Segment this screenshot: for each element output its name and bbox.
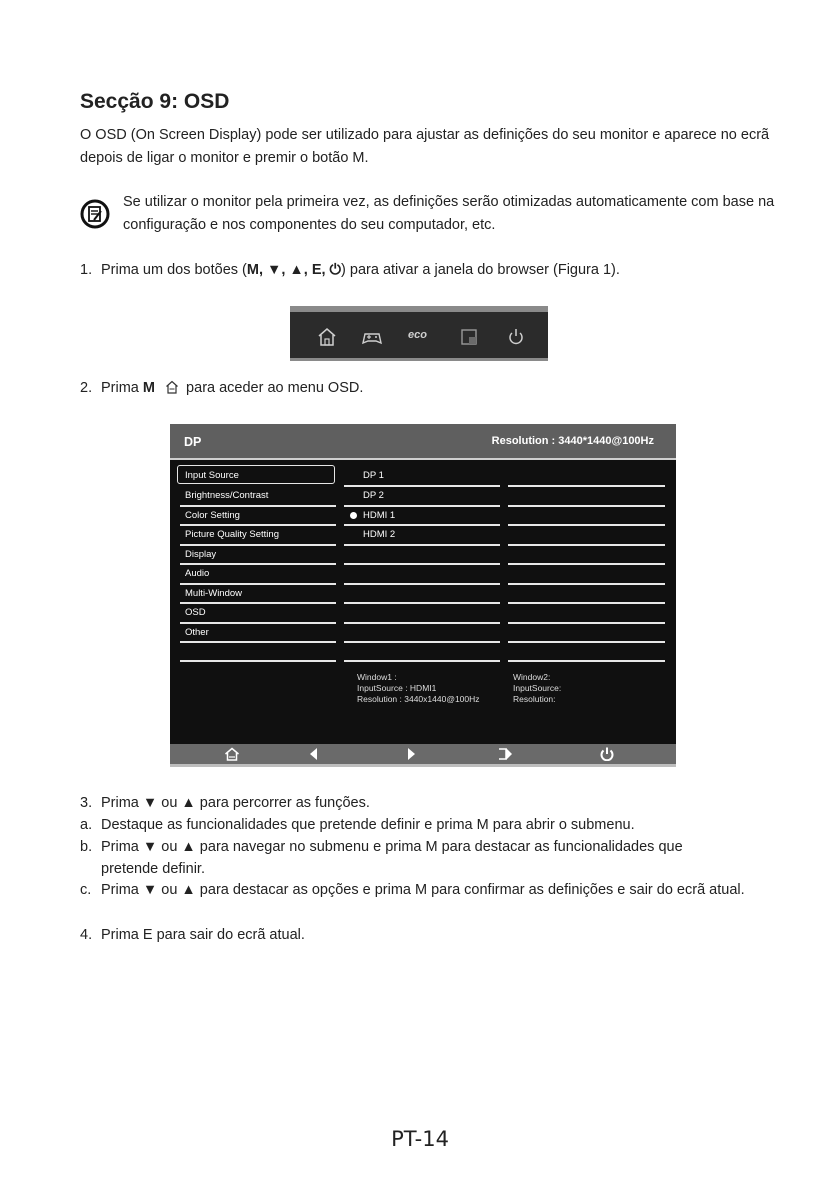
- window2-input: InputSource:: [513, 683, 562, 693]
- step-text: ) para ativar a janela do browser (Figura 1).: [341, 262, 620, 278]
- osd-option[interactable]: HDMI 2: [363, 529, 396, 540]
- step-text: Prima E para sair do ecrã atual.: [101, 927, 305, 943]
- window2-title: Window2:: [513, 672, 551, 682]
- radio-selected-icon: [350, 512, 357, 519]
- step-c: [80, 879, 780, 923]
- osd-divider: [344, 641, 500, 643]
- osd-resolution: Resolution : 3440*1440@100Hz: [491, 435, 654, 447]
- osd-header-divider: [170, 458, 676, 460]
- window1-resolution: Resolution : 3440x1440@100Hz: [357, 694, 480, 704]
- step-text: Destaque as funcionalidades que pretende definir e prima M para abrir o submenu.: [101, 817, 635, 833]
- step-letter: b.: [80, 839, 93, 855]
- window2-info: [513, 672, 561, 705]
- window1-input: InputSource : HDMI1: [357, 683, 437, 693]
- osd-divider: [344, 485, 500, 487]
- step-text: Prima ▼ ou ▲ para navegar no submenu e prima M para destacar as funcionalidades que pretende definir.: [101, 839, 683, 877]
- osd-divider: [508, 583, 665, 585]
- step-2: [80, 377, 780, 399]
- gamepad-icon: [361, 328, 383, 346]
- window1-title: Window1 :: [357, 672, 397, 682]
- osd-divider: [508, 622, 665, 624]
- osd-divider: [180, 544, 336, 546]
- osd-divider: [508, 563, 665, 565]
- osd-header: [170, 424, 676, 458]
- home-icon: [165, 380, 179, 394]
- osd-divider: [344, 602, 500, 604]
- osd-footer: [170, 744, 676, 764]
- osd-menu-screenshot: [170, 424, 676, 767]
- right-arrow-icon[interactable]: [403, 747, 419, 761]
- step-letter: a.: [80, 817, 93, 833]
- osd-menu-item[interactable]: Picture Quality Setting: [185, 529, 279, 540]
- home-icon: [316, 328, 338, 346]
- step-3: [80, 792, 780, 814]
- osd-divider: [508, 505, 665, 507]
- note-icon: [80, 199, 110, 229]
- step-letter: c.: [80, 882, 92, 898]
- eco-icon: eco: [408, 329, 427, 341]
- monitor-button-bar: [290, 306, 548, 360]
- osd-divider: [344, 660, 500, 662]
- button-bar-edge: [290, 358, 548, 361]
- osd-menu-item[interactable]: Input Source: [185, 470, 239, 481]
- osd-menu-item[interactable]: Audio: [185, 568, 210, 579]
- osd-divider: [508, 524, 665, 526]
- osd-divider: [344, 563, 500, 565]
- section-title: Secção 9: OSD: [80, 90, 230, 113]
- osd-menu-item[interactable]: Other: [185, 627, 209, 638]
- osd-divider: [344, 583, 500, 585]
- osd-bottom-edge: [170, 764, 676, 767]
- osd-divider: [180, 563, 336, 565]
- step-keys: M, ▼, ▲, E, ⏻: [246, 262, 342, 278]
- osd-divider: [508, 641, 665, 643]
- exit-icon[interactable]: [498, 747, 514, 761]
- osd-divider: [180, 524, 336, 526]
- osd-option[interactable]: DP 2: [363, 490, 384, 501]
- osd-divider: [180, 622, 336, 624]
- step-text: para aceder ao menu OSD.: [182, 380, 364, 396]
- osd-menu-item[interactable]: Multi-Window: [185, 588, 243, 599]
- osd-divider: [508, 660, 665, 662]
- osd-divider: [180, 660, 336, 662]
- step-text: Prima ▼ ou ▲ para percorrer as funções.: [101, 795, 370, 811]
- osd-menu-item[interactable]: OSD: [185, 607, 206, 618]
- osd-menu-item[interactable]: Color Setting: [185, 510, 240, 521]
- osd-divider: [180, 641, 336, 643]
- note-text: Se utilizar o monitor pela primeira vez, as definições serão otimizadas automaticamente com base na configuração e nos componentes do seu computador, etc.: [123, 194, 775, 233]
- osd-input-source: DP: [184, 435, 202, 449]
- osd-divider: [344, 544, 500, 546]
- step-number: 1.: [80, 262, 93, 278]
- window1-info: [357, 672, 480, 705]
- step-text: Prima um dos botões (: [101, 262, 247, 278]
- osd-divider: [344, 505, 500, 507]
- osd-divider: [508, 485, 665, 487]
- osd-option-selected[interactable]: HDMI 1: [363, 510, 396, 521]
- page-number: PT-14: [391, 1127, 449, 1151]
- step-number: 2.: [80, 380, 93, 396]
- left-arrow-icon[interactable]: [306, 747, 322, 761]
- step-a: [80, 814, 780, 836]
- osd-divider: [180, 602, 336, 604]
- step-text: Prima ▼ ou ▲ para destacar as opções e prima M para confirmar as definições e sair do ecrã atual.: [101, 882, 745, 898]
- window2-resolution: Resolution:: [513, 694, 556, 704]
- home-icon[interactable]: [224, 747, 240, 761]
- step-b: [80, 836, 780, 880]
- osd-menu-item[interactable]: Brightness/Contrast: [185, 490, 269, 501]
- power-icon: [505, 328, 527, 346]
- osd-menu-item[interactable]: Display: [185, 549, 217, 560]
- step-1: [80, 259, 780, 281]
- step-key: M: [142, 380, 155, 396]
- osd-option[interactable]: DP 1: [363, 470, 384, 481]
- power-icon[interactable]: [599, 747, 615, 761]
- osd-divider: [344, 622, 500, 624]
- window-icon: [458, 328, 480, 346]
- step-number: 4.: [80, 927, 93, 943]
- osd-divider: [180, 583, 336, 585]
- osd-divider: [508, 544, 665, 546]
- step-4: [80, 924, 780, 946]
- step-text: Prima: [101, 380, 143, 396]
- osd-divider: [180, 505, 336, 507]
- osd-divider: [508, 602, 665, 604]
- osd-divider: [344, 524, 500, 526]
- step-number: 3.: [80, 795, 93, 811]
- intro-paragraph: O OSD (On Screen Display) pode ser utilizado para ajustar as definições do seu monitor e aparece no ecrã depois de ligar o monitor e premir o botão M.: [80, 127, 770, 166]
